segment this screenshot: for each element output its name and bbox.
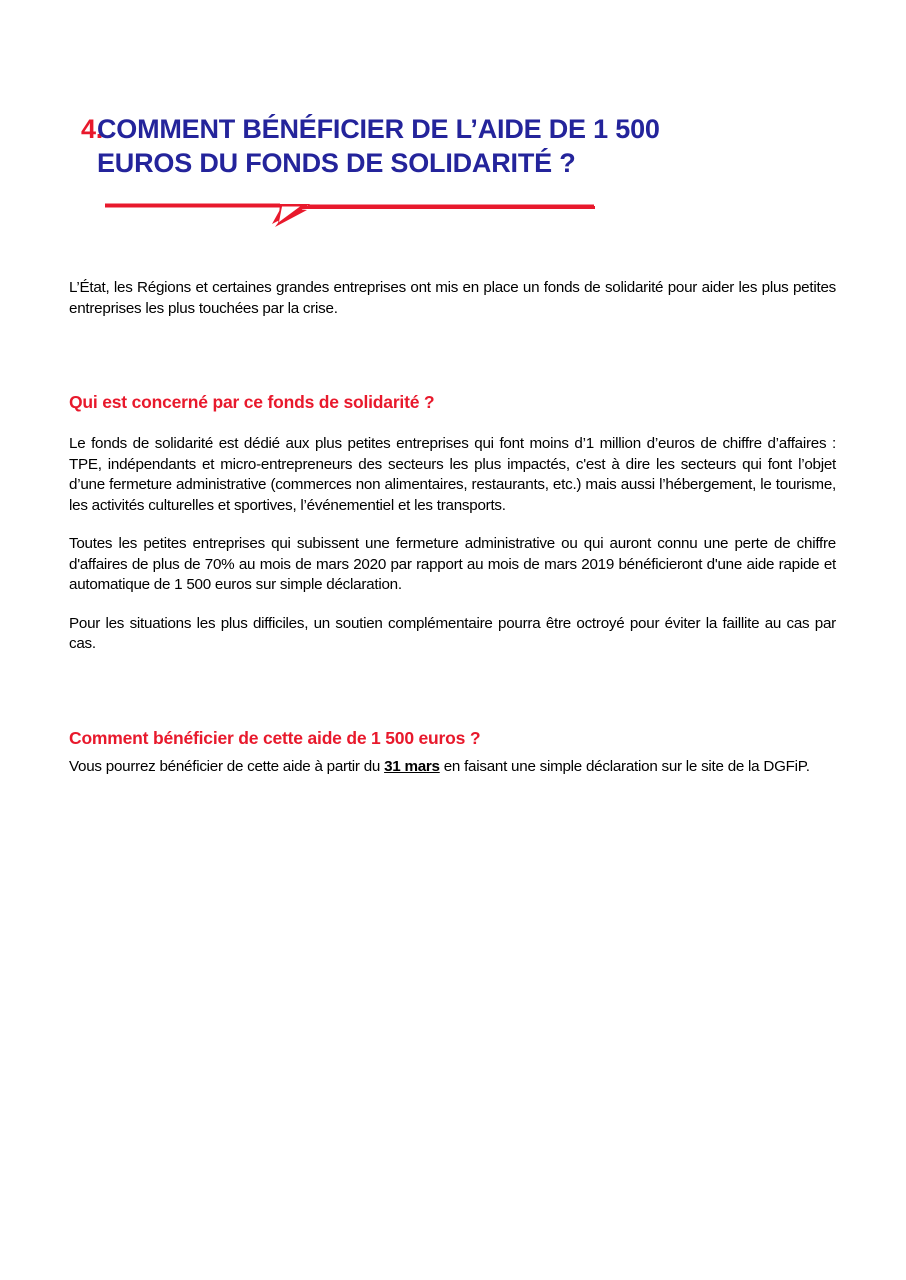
section-1-paragraph-3: Pour les situations les plus difficiles, un soutien complémentaire pourra être octroyé pour éviter la faillite au cas par cas. [69, 614, 836, 652]
section-heading-qui-est-concerne: Qui est concerné par ce fonds de solidarité ? [69, 392, 435, 412]
section-heading-comment-beneficier: Comment bénéficier de cette aide de 1 500 euros ? [69, 727, 481, 748]
section-1-paragraph-2: Toutes les petites entreprises qui subissent une fermeture administrative ou qui auront connu une perte de chiffre d'affaires de plus de 70% au mois de mars 2020 par rapport au mois de mars 2019 bénéficieront d'une aide rapide et automatique de 1 500 euros sur simple déclaration. [69, 535, 836, 593]
spacer [69, 516, 836, 534]
spacer [69, 749, 836, 757]
section-number: 4. [81, 114, 103, 144]
spacer [69, 655, 836, 727]
section-1-paragraph-1: Le fonds de solidarité est dédié aux plus petites entreprises qui font moins d’1 million d’euros de chiffre d’affaires : TPE, indépendants et micro-entrepreneurs des secteurs les plus impactés, c'est à dire les secteurs qui font l’objet d’une fermeture administrative (commerces non alimentaires, restaurants, etc.) mais aussi l’hébergement, le tourisme, les activités culturelles et sportives, l’événementiel et les transports. [69, 435, 836, 514]
spacer [69, 319, 836, 391]
divider-line-icon [100, 196, 610, 230]
closing-date-emphasis: 31 mars [384, 757, 440, 775]
closing-paragraph [69, 757, 836, 778]
closing-text-after-date: en faisant une simple déclaration sur le site de la DGFiP. [439, 757, 810, 775]
spacer [69, 596, 836, 614]
closing-text-before-date: Vous pourrez bénéficier de cette aide à partir du [69, 757, 385, 775]
red-divider-decoration [100, 196, 610, 230]
page-title-row [69, 112, 829, 180]
page-title: COMMENT BÉNÉFICIER DE L’AIDE DE 1 500 EUROS DU FONDS DE SOLIDARITÉ ? [97, 114, 660, 178]
document-body [69, 278, 836, 777]
spacer [69, 413, 836, 434]
intro-paragraph: L’État, les Régions et certaines grandes entreprises ont mis en place un fonds de solidarité pour aider les plus petites entreprises les plus touchées par la crise. [69, 279, 836, 317]
page-title-block [69, 112, 829, 180]
